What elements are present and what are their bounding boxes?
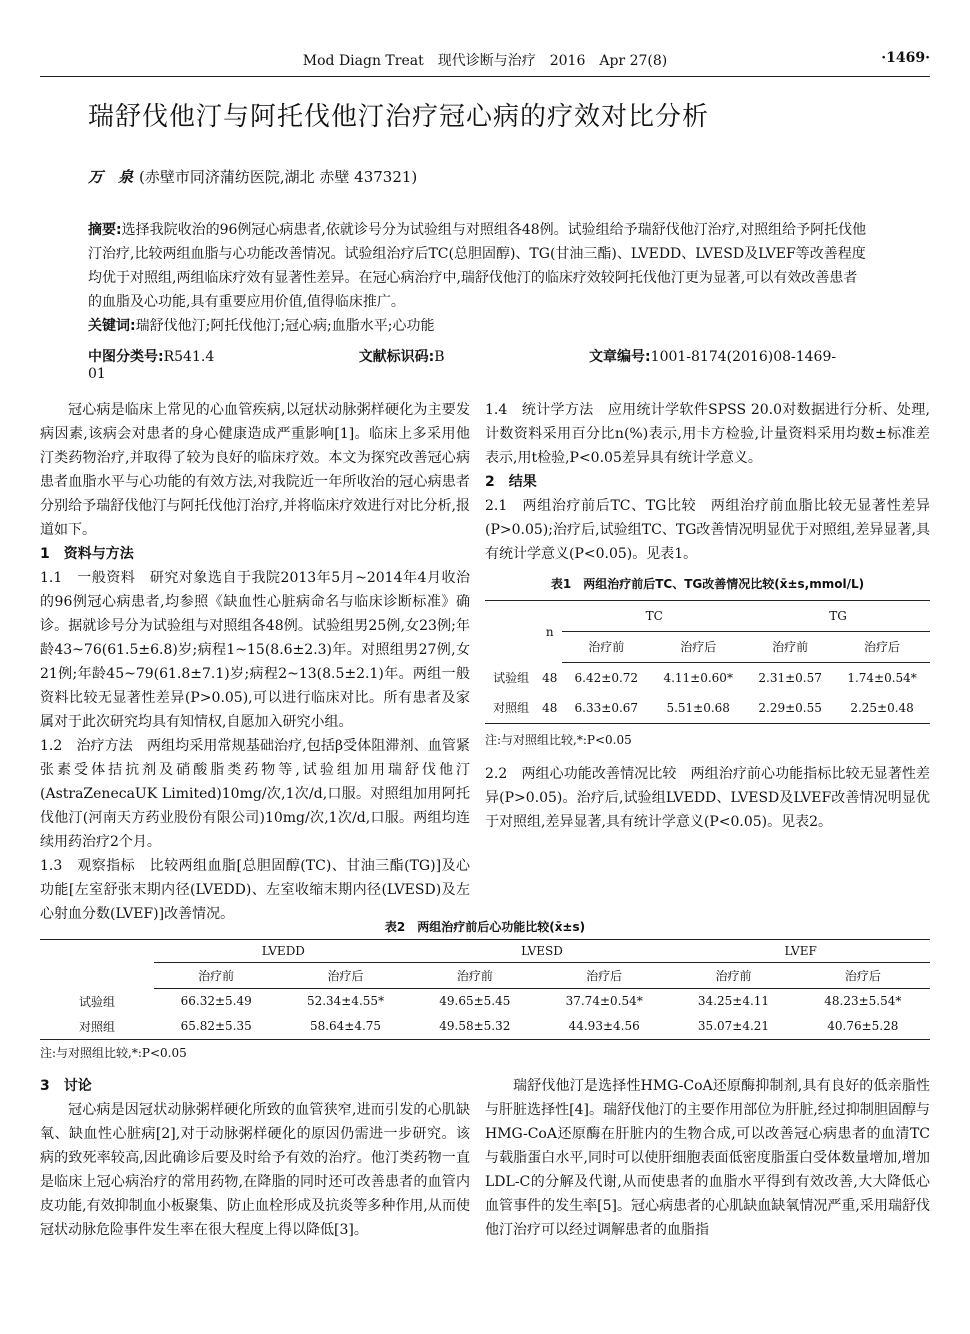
table-cell: 5.51±0.68 [666, 701, 730, 715]
table-cell: 37.74±0.54* [565, 994, 643, 1009]
table-1-note: 注:与对照组比较,*:P<0.05 [485, 733, 632, 747]
table-cell: 49.65±5.45 [439, 994, 511, 1009]
left-column-top [40, 398, 470, 926]
table-header-after: 治疗后 [796, 963, 930, 989]
author-affiliation: (赤壁市同济蒲纺医院,湖北 赤壁 437321) [139, 168, 418, 186]
author-name: 万 泉 [88, 168, 134, 186]
table-cell: 6.33±0.67 [574, 701, 639, 715]
table-header-after: 治疗后 [537, 963, 671, 989]
table-cell: 65.82±5.35 [180, 1019, 252, 1033]
abstract-label: 摘要: [88, 222, 122, 238]
table-header-lvesd: LVESD [413, 940, 672, 963]
clc-label: 中图分类号: [88, 349, 164, 365]
paragraph-1-1: 1.1 一般资料 研究对象选自于我院2013年5月~2014年4月收治的96例冠心病患者,均参照《缺血性心脏病命名与临床诊断标准》确诊。据就诊号分为试验组与对照组各48例。试验组男25例,女23例;年龄43~76(61.5±6.8)岁;病程1~15(8.6±2.3)年。对照组男27例,女21例;年龄45~79(61.8±7.1)岁;病程2~13(8.5±2.1)年。两组一般资料比较无显著性差异(P>0.05),可以进行临床对比。所有患者及家属对于此次研究均具有知情权,自愿加入研究小组。 [40, 570, 470, 730]
left-column-bottom [40, 1074, 470, 1242]
right-column-top [485, 398, 930, 834]
section-3-heading: 3 讨论 [40, 1078, 92, 1094]
table-header-n: n [545, 624, 554, 639]
running-header [40, 50, 930, 70]
table-2-note: 注:与对照组比较,*:P<0.05 [40, 1045, 187, 1060]
intro-paragraph: 冠心病是临床上常见的心血管疾病,以冠状动脉粥样硬化为主要发病因素,该病会对患者的身心健康造成严重影响[1]。临床上多采用他汀类药物治疗,并取得了较为良好的临床疗效。本文为探究改善冠心病患者血脂水平与心功能的有效方法,对我院近一年所收治的冠心病患者分别给予瑞舒伐他汀与阿托伐他汀治疗,并将临床疗效进行对比分析,报道如下。 [40, 402, 470, 538]
table-cell: 2.25±0.48 [850, 701, 914, 715]
page-number: ·1469· [881, 50, 930, 66]
table-cell: 48 [542, 670, 558, 685]
table-cell: 49.58±5.32 [439, 1019, 511, 1033]
table-cell: 66.32±5.49 [180, 994, 252, 1009]
abstract [88, 218, 868, 314]
abstract-block [88, 218, 868, 338]
table-cell: 44.93±4.56 [568, 1019, 640, 1033]
article-title: 瑞舒伐他汀与阿托伐他汀治疗冠心病的疗效对比分析 [88, 102, 710, 132]
table-cell: 52.34±4.55* [306, 994, 385, 1009]
table-cell: 40.76±5.28 [827, 1019, 899, 1033]
right-column-bottom [485, 1074, 930, 1242]
section-1-heading: 1 资料与方法 [40, 546, 134, 562]
clc-value: R541.4 [163, 349, 215, 365]
table-header-before: 治疗前 [413, 963, 537, 989]
table-cell: 试验组 [493, 670, 530, 685]
table-cell: 58.64±4.75 [309, 1019, 382, 1033]
table-header-lvef: LVEF [671, 940, 930, 963]
table-cell: 2.29±0.55 [758, 701, 822, 715]
table-header-tg: TG [746, 601, 930, 632]
table-header-before: 治疗前 [154, 963, 278, 989]
table-header-blank [40, 940, 154, 989]
table-header-tc: TC [562, 601, 746, 632]
classification-line [88, 346, 868, 382]
table-cell: 34.25±4.11 [697, 994, 770, 1009]
discussion-paragraph-2: 瑞舒伐他汀是选择性HMG-CoA还原酶抑制剂,具有良好的低亲脂性与肝脏选择性[4]。瑞舒伐他汀的主要作用部位为肝脏,经过抑制胆固醇与HMG-CoA还原酶在肝脏内的生物合成,可以改善冠心病患者的血清TC与载脂蛋白水平,同时可以使肝细胞表面低密度脂蛋白受体数量增加,增加LDL-C的分解及代谢,从而使患者的血脂水平得到有效改善,大大降低心血管事件的发生率[5]。冠心病患者的心肌缺血缺氧情况严重,采用瑞舒伐他汀治疗可以经过调解患者的血脂指 [485, 1078, 930, 1238]
table-cell: 6.42±0.72 [574, 671, 639, 685]
clc-number [88, 349, 284, 365]
table-cell: 对照组 [493, 701, 530, 715]
table-header-after: 治疗后 [650, 632, 746, 663]
doc-label: 文献标识码: [358, 349, 435, 365]
table-cell: 48 [542, 701, 558, 715]
table-header-before: 治疗前 [746, 632, 834, 663]
abstract-text: 选择我院收治的96例冠心病患者,依就诊号分为试验组与对照组各48例。试验组给予瑞舒伐他汀治疗,对照组给予阿托伐他汀治疗,比较两组血脂与心功能改善情况。试验组治疗后TC(总胆固醇)、TG(甘油三酯)、LVEDD、LVESD及LVEF等改善程度均优于对照组,两组临床疗效有显著性差异。在冠心病治疗中,瑞舒伐他汀的临床疗效较阿托伐他汀更为显著,可以有效改善患者的血脂及心功能,具有重要应用价值,值得临床推广。 [88, 222, 867, 310]
table-header-before: 治疗前 [671, 963, 795, 989]
journal-info: Mod Diagn Treat 现代诊断与治疗 2016 Apr 27(8) [302, 53, 668, 69]
doc-value: B [434, 349, 445, 365]
paragraph-2-1: 2.1 两组治疗前后TC、TG比较 两组治疗前血脂比较无显著性差异(P>0.05);治疗后,试验组TC、TG改善情况明显优于对照组,差异显著,具有统计学意义(P<0.05)。见表1。 [485, 498, 930, 562]
table-2 [40, 939, 930, 1040]
table-cell: 48.23±5.54* [824, 994, 902, 1009]
table-cell: 1.74±0.54* [847, 671, 917, 685]
keywords-text: 瑞舒伐他汀;阿托伐他汀;冠心病;血脂水平;心功能 [135, 318, 435, 334]
table-2-caption: 表2 两组治疗前后心功能比较(x̄±s) [384, 920, 586, 934]
table-header-lvedd: LVEDD [154, 940, 413, 963]
paragraph-2-2: 2.2 两组心功能改善情况比较 两组治疗前心功能指标比较无显著性差异(P>0.05)。治疗后,试验组LVEDD、LVESD及LVEF改善情况明显优于对照组,差异显著,具有统计学意义(P<0.05)。见表2。 [485, 766, 930, 830]
table-header-blank [485, 601, 537, 663]
paragraph-1-4: 1.4 统计学方法 应用统计学软件SPSS 20.0对数据进行分析、处理,计数资料采用百分比n(%)表示,用卡方检验,计量资料采用均数±标准差表示,用t检验,P<0.05差异具有统计学意义。 [485, 402, 930, 466]
table-2-block [40, 912, 930, 1061]
article-id-label: 文章编号: [589, 349, 651, 365]
keywords-label: 关键词: [88, 318, 136, 334]
table-1-caption: 表1 两组治疗前后TC、TG改善情况比较(x̄±s,mmol/L) [550, 577, 865, 591]
paragraph-1-2: 1.2 治疗方法 两组均采用常规基础治疗,包括β受体阻滞剂、血管紧张素受体拮抗剂及硝酸脂类药物等,试验组加用瑞舒伐他汀(AstraZenecaUK Limited)10mg/次,1次/d,口服。对照组加用阿托伐他汀(河南天方药业股份有限公司)10mg/次,1次/d,口服。两组均连续用药治疗2个月。 [40, 738, 470, 850]
table-row [40, 1014, 930, 1040]
paragraph-1-3: 1.3 观察指标 比较两组血脂[总胆固醇(TC)、甘油三酯(TG)]及心功能[左室舒张末期内径(LVEDD)、左室收缩末期内径(LVESD)及左心射血分数(LVEF)]改善情况。 [40, 858, 470, 922]
table-cell: 对照组 [78, 1019, 115, 1034]
table-header-after: 治疗后 [278, 963, 412, 989]
table-cell: 试验组 [78, 994, 115, 1009]
header-rule [40, 76, 930, 77]
table-row [485, 663, 930, 694]
discussion-paragraph-1: 冠心病是因冠状动脉粥样硬化所致的血管狭窄,进而引发的心肌缺氧、缺血性心脏病[2],对于动脉粥样硬化的原因仍需进一步研究。该病的致死率较高,因此确诊后要及时给予有效的治疗。他汀类药物一直是临床上冠心病治疗的常用药物,在降脂的同时还可改善患者的血管内皮功能,有效抑制血小板聚集、防止血栓形成及抗炎等多种作用,从而使冠状动脉危险事件发生率在很大程度上得以降低[3]。 [40, 1102, 470, 1238]
table-cell: 35.07±4.21 [697, 1019, 770, 1033]
table-cell: 2.31±0.57 [758, 671, 822, 685]
table-row [40, 989, 930, 1014]
article-id-value: 1001-8174(2016)08-1469-01 [88, 349, 837, 382]
doc-code [359, 349, 515, 365]
table-header-after: 治疗后 [834, 632, 930, 663]
table-row [485, 693, 930, 724]
table-cell: 4.11±0.60* [663, 671, 733, 685]
table-header-before: 治疗前 [562, 632, 650, 663]
section-2-heading: 2 结果 [485, 474, 537, 490]
author-line [88, 166, 417, 187]
table-1 [485, 600, 930, 724]
keywords [88, 314, 868, 338]
